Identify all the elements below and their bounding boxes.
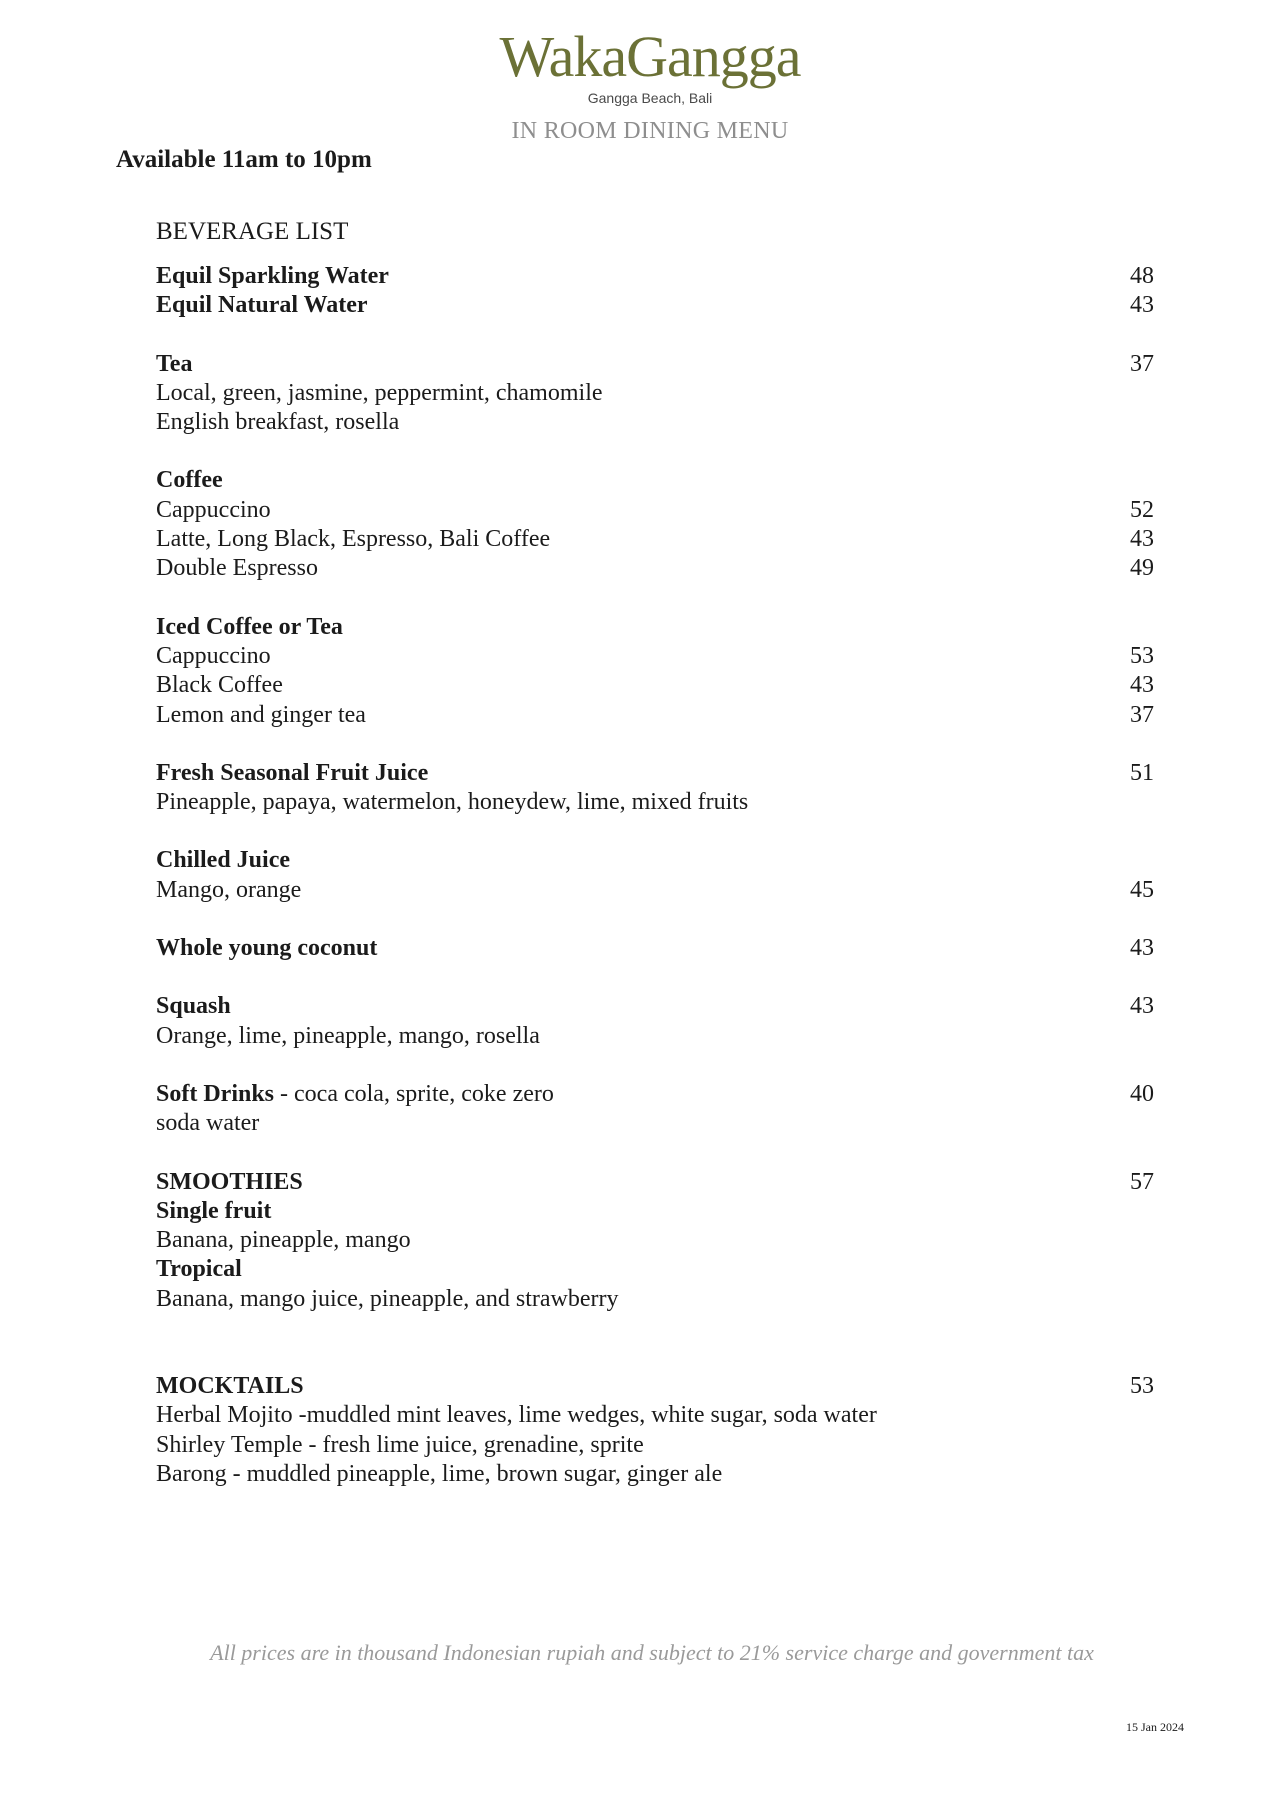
mocktail-item: Barong - muddled pineapple, lime, brown sugar, ginger ale xyxy=(156,1460,723,1487)
item-name: Fresh Seasonal Fruit Juice xyxy=(156,759,429,786)
menu-item-coconut xyxy=(156,934,1154,963)
option-price: 43 xyxy=(1130,672,1154,699)
item-description: - coca cola, sprite, coke zero xyxy=(274,1080,554,1107)
option-name: Latte, Long Black, Espresso, Bali Coffee xyxy=(156,526,551,553)
smoothie-single-fruit: Single fruit xyxy=(156,1197,272,1224)
category-name: Iced Coffee or Tea xyxy=(156,613,343,640)
menu-item-option xyxy=(156,671,1154,700)
item-description: Mango, orange 45 xyxy=(156,876,1154,903)
brand-logo: WakaGangga xyxy=(499,24,801,89)
item-price: 43 xyxy=(1130,993,1154,1020)
option-price: 43 xyxy=(1130,526,1154,553)
menu-item-fresh-juice xyxy=(156,759,1154,788)
menu-item-squash xyxy=(156,992,1154,1021)
menu-date: 15 Jan 2024 xyxy=(1126,1720,1184,1734)
page-title: IN ROOM DINING MENU xyxy=(511,118,789,144)
item-name: Soft Drinks xyxy=(156,1080,275,1107)
menu-item-sparkling-water xyxy=(156,262,1154,291)
item-price: 57 xyxy=(1130,1168,1154,1195)
item-price: 51 xyxy=(1130,759,1154,786)
item-price: 37 xyxy=(1130,350,1154,377)
beverage-list xyxy=(156,262,1154,1489)
item-name: Equil Sparkling Water xyxy=(156,263,389,289)
menu-item-option xyxy=(156,642,1154,671)
item-name: Equil Natural Water xyxy=(156,292,368,319)
smoothie-tropical: Tropical xyxy=(156,1256,242,1283)
item-price: 45 xyxy=(1130,876,1154,903)
mocktail-item: Shirley Temple - fresh lime juice, grenadine, sprite xyxy=(156,1431,644,1458)
item-description: Banana, pineapple, mango xyxy=(156,1227,411,1254)
menu-category-mocktails xyxy=(156,1372,1154,1401)
option-name: Cappuccino xyxy=(156,496,271,523)
menu-item-tea xyxy=(156,350,1154,379)
availability-note: Available 11am to 10pm xyxy=(116,146,372,173)
item-name: Tea xyxy=(156,350,193,377)
item-name: Squash xyxy=(156,993,231,1020)
section-title: BEVERAGE LIST xyxy=(156,218,349,245)
mocktail-item: Herbal Mojito -muddled mint leaves, lime wedges, white sugar, soda water xyxy=(156,1402,877,1429)
menu-item-option xyxy=(156,525,1154,554)
menu-category-coffee xyxy=(156,466,1154,495)
item-price: 43 xyxy=(1130,292,1154,319)
menu-item-soft-drinks xyxy=(156,1080,1154,1109)
item-price: 40 xyxy=(1130,1080,1154,1107)
item-description: English breakfast, rosella xyxy=(156,409,400,436)
option-name: Double Espresso xyxy=(156,555,318,582)
item-description: Pineapple, papaya, watermelon, honeydew, lime, mixed fruits xyxy=(156,789,749,816)
option-name: Black Coffee xyxy=(156,672,283,699)
category-name: SMOOTHIES xyxy=(156,1168,303,1195)
option-price: 52 xyxy=(1130,496,1154,523)
option-price: 53 xyxy=(1130,642,1154,669)
price-note: All prices are in thousand Indonesian rupiah and subject to 21% service charge and government tax xyxy=(210,1640,1094,1665)
brand-header xyxy=(0,24,1280,106)
item-name: Whole young coconut xyxy=(156,935,378,962)
menu-item-natural-water xyxy=(156,291,1154,320)
menu-item-option xyxy=(156,496,1154,525)
menu-item-option xyxy=(156,701,1154,730)
item-price: 53 xyxy=(1130,1373,1154,1400)
menu-category-iced xyxy=(156,613,1154,642)
category-name: MOCKTAILS xyxy=(156,1373,304,1400)
item-description: soda water xyxy=(156,1110,260,1137)
option-name: Cappuccino xyxy=(156,642,271,669)
option-name: Lemon and ginger tea xyxy=(156,701,366,728)
item-price: 43 xyxy=(1130,935,1154,962)
item-description: Local, green, jasmine, peppermint, chamomile xyxy=(156,379,603,406)
option-price: 37 xyxy=(1130,701,1154,728)
item-name: Chilled Juice xyxy=(156,847,291,874)
menu-item-chilled-juice xyxy=(156,846,1154,875)
brand-location: Gangga Beach, Bali xyxy=(587,90,713,106)
item-description: Banana, mango juice, pineapple, and strawberry xyxy=(156,1285,619,1312)
item-description: Orange, lime, pineapple, mango, rosella xyxy=(156,1022,540,1049)
item-price: 48 xyxy=(1130,263,1154,289)
option-price: 49 xyxy=(1130,555,1154,582)
menu-category-smoothies xyxy=(156,1168,1154,1197)
category-name: Coffee xyxy=(156,467,223,494)
menu-item-option xyxy=(156,554,1154,583)
